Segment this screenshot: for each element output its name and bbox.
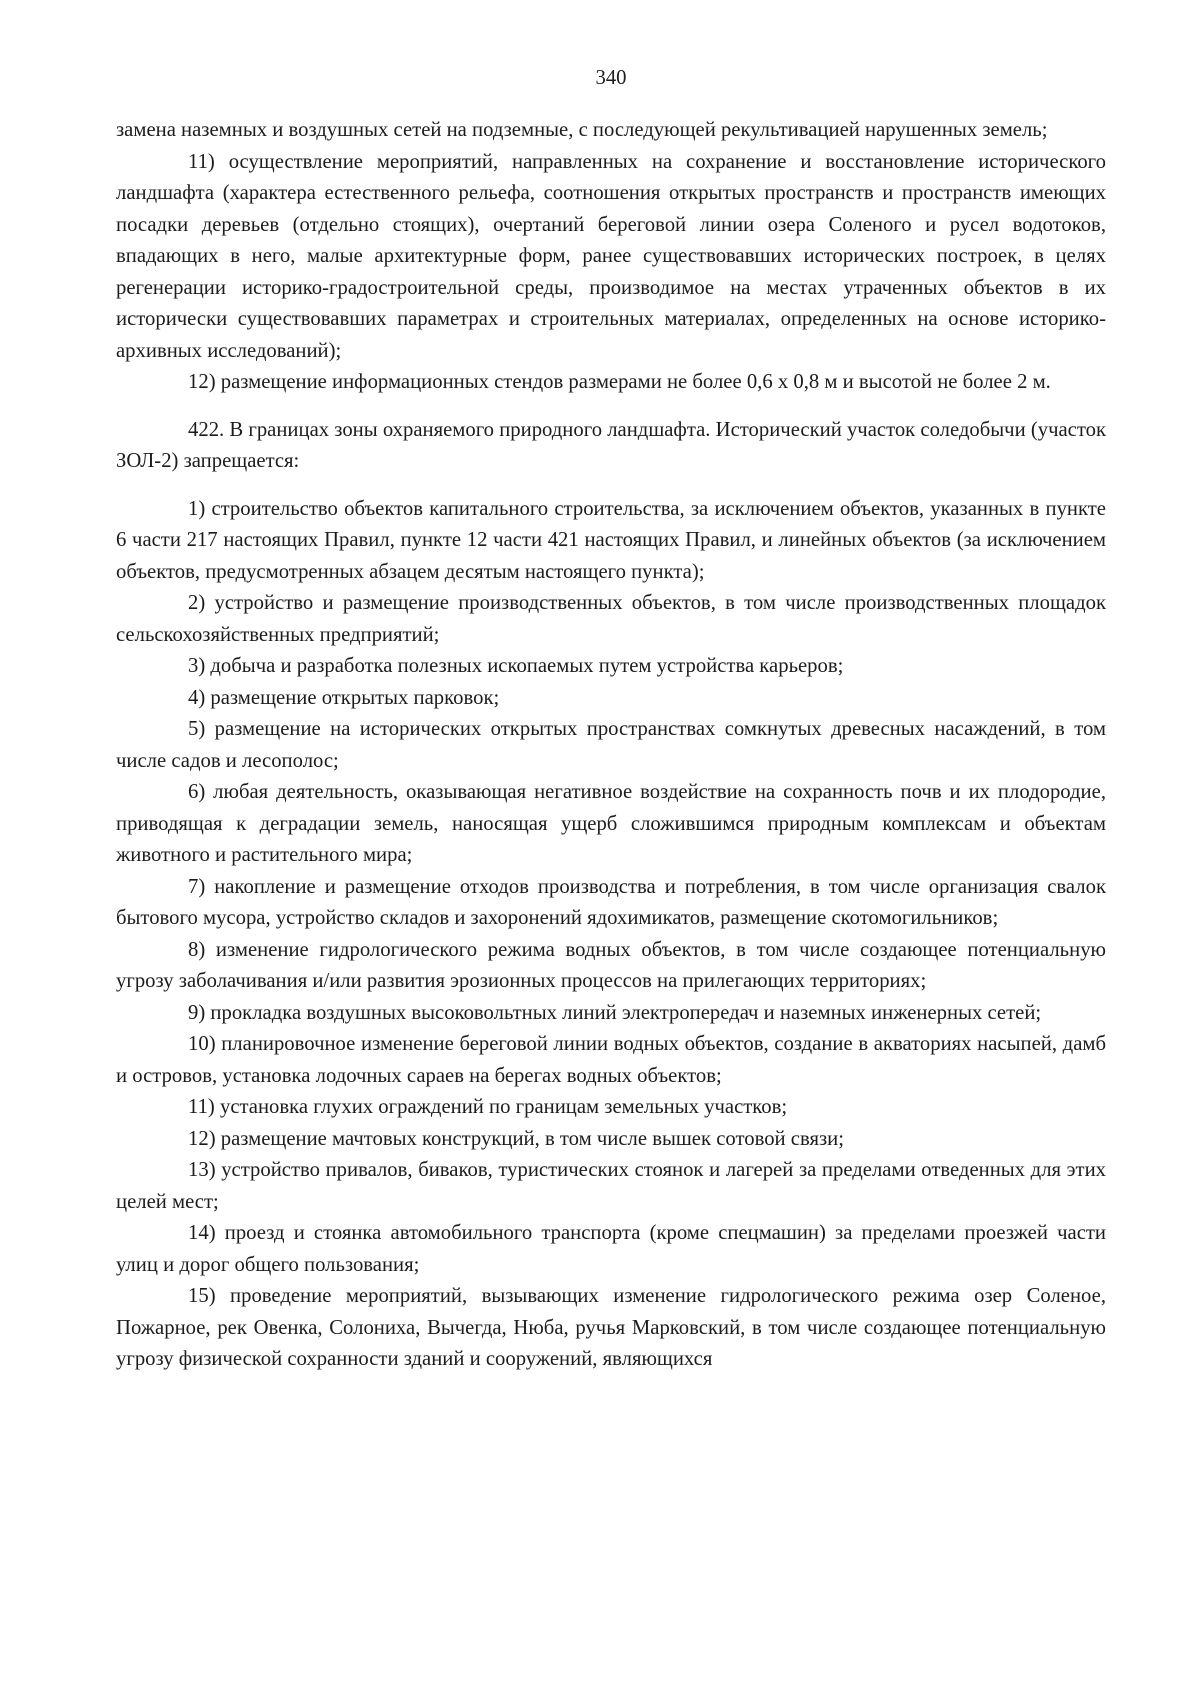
list-item: 2) устройство и размещение производственных объектов, в том числе производственных площадок сельскохозяйственных предприятий; bbox=[116, 592, 1106, 646]
list-item: 14) проезд и стоянка автомобильного транспорта (кроме спецмашин) за пределами проезжей части улиц и дорог общего пользования; bbox=[116, 1222, 1106, 1276]
list-item: 5) размещение на исторических открытых пространствах сомкнутых древесных насаждений, в том числе садов и лесополос; bbox=[116, 718, 1106, 772]
paragraph: 12) размещение информационных стендов размерами не более 0,6 х 0,8 м и высотой не более 2 м. bbox=[188, 371, 1051, 393]
list-item: 4) размещение открытых парковок; bbox=[188, 686, 500, 709]
list-item: 9) прокладка воздушных высоковольтных линий электропередач и наземных инженерных сетей; bbox=[188, 1001, 1042, 1024]
paragraph: замена наземных и воздушных сетей на подземные, с последующей рекультивацией нарушенных земель; bbox=[116, 119, 1048, 141]
list-item: 10) планировочное изменение береговой линии водных объектов, создание в акваториях насыпей, дамб и островов, установка лодочных сараев на берегах водных объектов; bbox=[116, 1033, 1106, 1087]
list-item: 1) строительство объектов капитального строительства, за исключением объектов, указанных в пункте 6 части 217 настоящих Правил, пункте 12 части 421 настоящих Правил, и линейных объектов (за исключением объектов, предусмотренных абзацем десятым настоящего пункта); bbox=[116, 497, 1106, 583]
list-item: 8) изменение гидрологического режима водных объектов, в том числе создающее потенциальную угрозу заболачивания и/или развития эрозионных процессов на прилегающих территориях; bbox=[116, 938, 1106, 992]
list-item: 12) размещение мачтовых конструкций, в том числе вышек сотовой связи; bbox=[188, 1127, 844, 1150]
section-heading-paragraph: 422. В границах зоны охраняемого природного ландшафта. Исторический участок соледобычи (участок ЗОЛ-2) запрещается: bbox=[116, 418, 1106, 472]
list-item: 11) установка глухих ограждений по границам земельных участков; bbox=[188, 1096, 788, 1118]
list-item: 7) накопление и размещение отходов производства и потребления, в том числе организация свалок бытового мусора, устройство складов и захоронений ядохимикатов, размещение скотомогильников; bbox=[116, 875, 1106, 929]
paragraph: 11) осуществление мероприятий, направленных на сохранение и восстановление исторического ландшафта (характера естественного рельефа, соотношения открытых пространств и пространств имеющих посадки деревьев (отдельно стоящих), очертаний береговой линии озера Соленого и русел водотоков, впадающих в него, малые архитектурные форм, ранее существовавших исторических построек, в целях регенерации историко-градостроительной среды, производимое на местах утраченных объектов в их исторически существовавших параметрах и строительных материалах, определенных на основе историко-архивных исследований); bbox=[116, 150, 1106, 362]
list-item: 15) проведение мероприятий, вызывающих изменение гидрологического режима озер Соленое, Пожарное, рек Овенка, Солониха, Вычегда, Нюба, ручья Марковский, в том числе создающее потенциальную угрозу физической сохранности зданий и сооружений, являющихся bbox=[116, 1285, 1106, 1370]
list-item: 3) добыча и разработка полезных ископаемых путем устройства карьеров; bbox=[188, 655, 844, 677]
list-item: 13) устройство привалов, биваков, туристических стоянок и лагерей за пределами отведенных для этих целей мест; bbox=[116, 1159, 1106, 1213]
page-number: 340 bbox=[595, 67, 627, 89]
list-item: 6) любая деятельность, оказывающая негативное воздействие на сохранность почв и их плодородие, приводящая к деградации земель, наносящая ущерб сложившимся природным комплексам и объектам животного и растительного мира; bbox=[116, 781, 1106, 866]
